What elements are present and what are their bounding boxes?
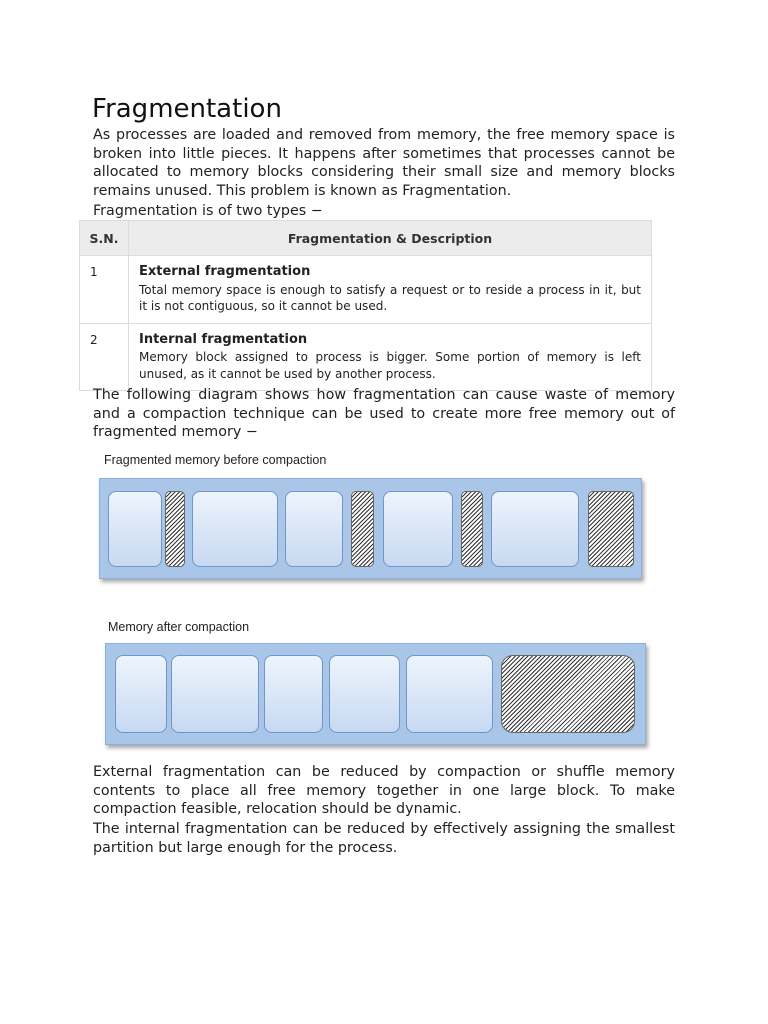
free-fragment — [351, 491, 374, 567]
row-title: External fragmentation — [139, 264, 311, 279]
internal-fragmentation-note: The internal fragmentation can be reduced by effectively assigning the smallest partition but large enough for the process. — [93, 821, 675, 856]
intro-paragraph: As processes are loaded and removed from memory, the free memory space is broken into little pieces. It happens after sometimes that processes cannot be allocated to memory blocks considering their small size and memory blocks remains unused. This problem is known as Fragmentation. — [93, 127, 675, 200]
fragmented-memory-bar — [99, 478, 642, 579]
combined-free-block — [501, 655, 635, 733]
process-block — [171, 655, 259, 733]
row-sn: 2 — [80, 323, 129, 391]
free-fragment — [461, 491, 483, 567]
process-block — [329, 655, 400, 733]
process-block — [406, 655, 493, 733]
diagram-intro: The following diagram shows how fragmentation can cause waste of memory and a compaction technique can be used to create more free memory out of fragmented memory − — [93, 387, 675, 441]
compacted-memory-bar — [105, 643, 646, 745]
process-block — [285, 491, 343, 567]
row-content — [129, 323, 652, 391]
process-block — [115, 655, 167, 733]
header-sn: S.N. — [80, 221, 129, 256]
process-block — [264, 655, 323, 733]
row-sn: 1 — [80, 256, 129, 324]
process-block — [108, 491, 162, 567]
table-header-row — [80, 221, 652, 256]
page-title: Fragmentation — [92, 94, 282, 124]
row-description: Memory block assigned to process is bigger. Some portion of memory is left unused, as it cannot be used by another process. — [139, 350, 641, 381]
external-fragmentation-note: External fragmentation can be reduced by compaction or shuffle memory contents to place all free memory together in one large block. To make compaction feasible, relocation should be dynamic. — [93, 764, 675, 818]
row-description: Total memory space is enough to satisfy a request or to reside a process in it, but it is not contiguous, so it cannot be used. — [139, 282, 641, 313]
after-compaction-label: Memory after compaction — [108, 620, 250, 634]
process-block — [491, 491, 579, 567]
process-block — [192, 491, 278, 567]
fragmentation-table — [79, 220, 652, 391]
before-compaction-label: Fragmented memory before compaction — [104, 453, 327, 467]
free-fragment — [588, 491, 634, 567]
types-intro: Fragmentation is of two types − — [93, 203, 323, 219]
table-row — [80, 256, 652, 324]
process-block — [383, 491, 453, 567]
row-content — [129, 256, 652, 324]
header-description: Fragmentation & Description — [129, 221, 652, 256]
free-fragment — [165, 491, 185, 567]
table-row — [80, 323, 652, 391]
row-title: Internal fragmentation — [139, 331, 308, 347]
